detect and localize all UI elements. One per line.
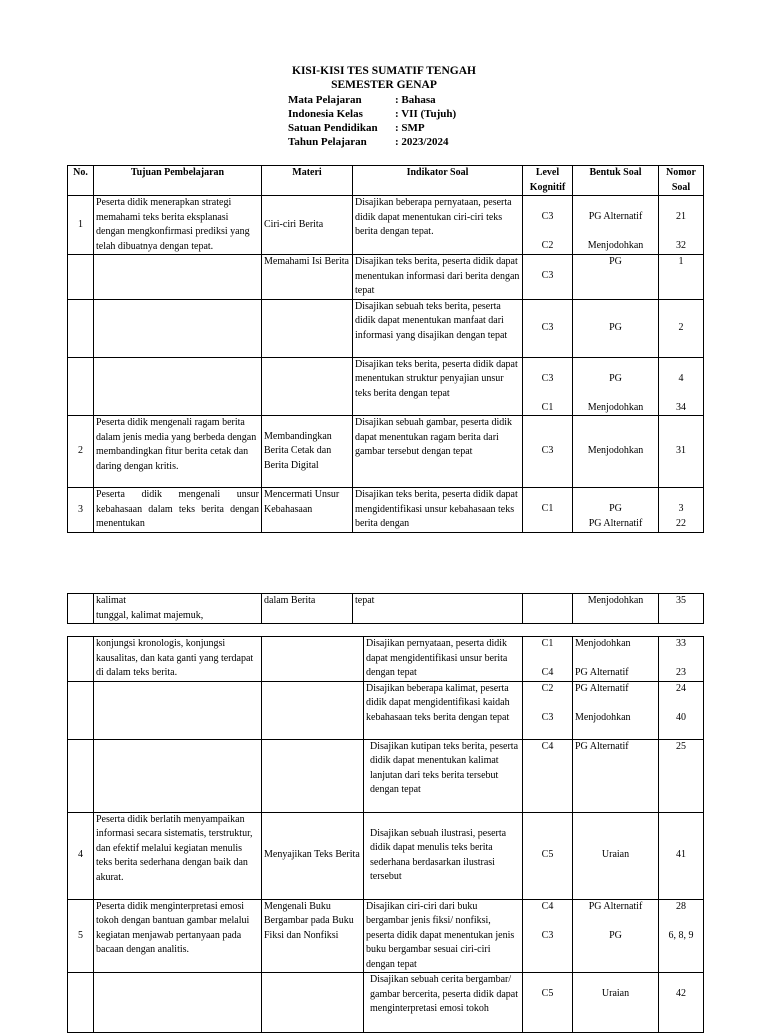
- cell-no: 5: [68, 899, 94, 973]
- cell-level: C5: [523, 812, 573, 899]
- kisi-kisi-table-page2: [67, 636, 704, 1033]
- cell-no: 3: [68, 488, 94, 533]
- header-no: No.: [68, 166, 94, 196]
- bentuk-value: PG Alternatif: [588, 900, 643, 912]
- cell-nomor: [659, 357, 704, 416]
- cell-materi: Mencermati Unsur Kebahasaan: [262, 488, 353, 533]
- cell-tujuan: Peserta didik menginterpretasi emosi tokoh dengan bantuan gambar melalui kegiatan menjawab pertanyaan pada bacaan dengan analitis.: [94, 899, 262, 973]
- document-title: KISI-KISI TES SUMATIF TENGAH: [292, 65, 476, 77]
- bentuk-value: Menjodohkan: [587, 401, 644, 413]
- cell-no: [68, 637, 94, 682]
- cell-nomor: [659, 488, 704, 533]
- cell-level: [523, 681, 573, 739]
- cell-no: [68, 255, 94, 300]
- meta-label: Tahun Pelajaran: [288, 136, 367, 148]
- header-level: [523, 166, 573, 196]
- cell-nomor: [659, 681, 704, 739]
- cell-tujuan: Peserta didik mengenali ragam berita dalam jenis media yang berbeda dengan membandingkan fitur berita cetak dan daring dengan kritis.: [94, 416, 262, 488]
- level-value: C4: [541, 667, 554, 678]
- header-nomor: [659, 166, 704, 196]
- cell-bentuk: PG Alternatif: [573, 739, 659, 812]
- nomor-value: 23: [676, 667, 686, 678]
- kisi-kisi-table-continuation: [67, 593, 704, 624]
- level-value: C3: [541, 929, 554, 941]
- cell-nomor: 41: [659, 812, 704, 899]
- level-value: C4: [541, 900, 554, 912]
- cell-no: [68, 357, 94, 416]
- cell-indikator: Disajikan kutipan teks berita, peserta didik dapat menentukan kalimat lanjutan dari teks berita tersebut dengan tepat: [364, 739, 523, 812]
- cell-level: [523, 196, 573, 255]
- cell-materi: Membandingkan Berita Cetak dan Berita Digital: [262, 416, 353, 488]
- bentuk-value: PG Alternatif: [588, 517, 643, 529]
- cell-level: [523, 488, 573, 533]
- cell-bentuk: Uraian: [573, 812, 659, 899]
- table-header-row: [68, 166, 704, 196]
- level-value: C2: [541, 240, 554, 251]
- cell-bentuk: [573, 899, 659, 973]
- header-level-line1: Level: [535, 167, 560, 178]
- cell-tujuan: [94, 299, 262, 357]
- level-value: C1: [541, 401, 554, 413]
- cell-no: [68, 594, 94, 624]
- nomor-value: 34: [676, 401, 686, 413]
- cell-indikator: Disajikan teks berita, peserta didik dapat menentukan struktur penyajian unsur teks berita dengan tepat: [353, 357, 523, 416]
- cell-no: [68, 739, 94, 812]
- bentuk-value: PG: [609, 372, 622, 384]
- cell-level: [523, 255, 573, 300]
- cell-no: 1: [68, 196, 94, 255]
- nomor-value: 42: [676, 988, 686, 999]
- cell-materi: Menyajikan Teks Berita: [262, 812, 364, 899]
- cell-indikator: Disajikan pernyataan, peserta didik dapat mengidentifikasi unsur berita dengan tepat: [364, 637, 523, 682]
- cell-bentuk: [573, 196, 659, 255]
- cell-level: [523, 899, 573, 973]
- cell-nomor: 25: [659, 739, 704, 812]
- meta-label: Satuan Pendidikan: [288, 122, 378, 134]
- header-materi: Materi: [262, 166, 353, 196]
- level-value: C2: [541, 682, 554, 694]
- cell-tujuan: [94, 739, 262, 812]
- bentuk-value: Menjodohkan: [575, 638, 631, 649]
- nomor-value: 40: [676, 711, 686, 723]
- cell-tujuan: [94, 255, 262, 300]
- cell-nomor: 1: [659, 255, 704, 300]
- cell-level: C3: [523, 299, 573, 357]
- cell-nomor: 31: [659, 416, 704, 488]
- cell-indikator: Disajikan sebuah ilustrasi, peserta didik dapat menulis teks berita sederhana berdasarkan ilustrasi tersebut: [364, 812, 523, 899]
- cell-materi: Mengenali Buku Bergambar pada Buku Fiksi dan Nonfiksi: [262, 899, 364, 973]
- table-row: [68, 299, 704, 357]
- cell-tujuan: Peserta didik menerapkan strategi memahami teks berita eksplanasi dengan mengkonfirmasi prediksi yang telah dibuatnya dengan tepat.: [94, 196, 262, 255]
- cell-nomor: 35: [659, 594, 704, 624]
- level-value: C3: [541, 711, 554, 723]
- meta-label: Indonesia Kelas: [288, 108, 363, 120]
- cell-bentuk: PG: [573, 299, 659, 357]
- cell-no: [68, 681, 94, 739]
- cell-materi: [262, 681, 364, 739]
- level-value: C5: [541, 988, 554, 999]
- level-value: C3: [541, 270, 554, 281]
- cell-bentuk: [573, 357, 659, 416]
- table-row: [68, 357, 704, 416]
- header-tujuan: Tujuan Pembelajaran: [94, 166, 262, 196]
- cell-level: C4: [523, 739, 573, 812]
- cell-level: [523, 357, 573, 416]
- meta-value: : 2023/2024: [395, 136, 449, 148]
- bentuk-value: PG Alternatif: [575, 682, 629, 694]
- nomor-value: 24: [676, 682, 686, 694]
- cell-bentuk: [573, 488, 659, 533]
- cell-level: [523, 637, 573, 682]
- bentuk-value: PG Alternatif: [575, 667, 629, 678]
- cell-indikator: Disajikan sebuah teks berita, peserta didik dapat menentukan manfaat dari informasi yang disajikan dengan tepat: [353, 299, 523, 357]
- level-value: C1: [541, 503, 554, 514]
- cell-indikator: Disajikan teks berita, peserta didik dapat mengidentifikasi unsur kebahasaan teks berita dengan: [353, 488, 523, 533]
- meta-label: Mata Pelajaran: [288, 94, 362, 106]
- level-value: C1: [541, 638, 554, 649]
- cell-indikator: Disajikan beberapa kalimat, peserta didik dapat mengidentifikasi kaidah kebahasaan teks berita dengan tepat: [364, 681, 523, 739]
- table-row: [68, 255, 704, 300]
- bentuk-value: PG: [609, 503, 622, 514]
- level-value: C3: [541, 372, 554, 384]
- cell-indikator: Disajikan sebuah gambar, peserta didik dapat menentukan ragam berita dari gambar tersebut dengan tepat: [353, 416, 523, 488]
- table-row: [68, 196, 704, 255]
- nomor-value: 28: [676, 900, 686, 912]
- cell-tujuan: [94, 357, 262, 416]
- cell-materi: [262, 299, 353, 357]
- cell-no: [68, 299, 94, 357]
- nomor-value: 4: [678, 372, 684, 384]
- kisi-kisi-table-page1: [67, 165, 704, 533]
- nomor-value: 21: [676, 211, 686, 222]
- bentuk-value: Menjodohkan: [575, 711, 631, 723]
- bentuk-value: PG: [609, 929, 622, 941]
- cell-nomor: [659, 196, 704, 255]
- cell-bentuk: Menjodohkan: [573, 594, 659, 624]
- cell-indikator: Disajikan ciri-ciri dari buku bergambar jenis fiksi/ nonfiksi, peserta didik dapat menentukan jenis buku bergambar sesuai ciri-ciri dengan tepat: [364, 899, 523, 973]
- document-subtitle: SEMESTER GENAP: [331, 79, 437, 91]
- cell-no: 2: [68, 416, 94, 488]
- header-level-line2: Kognitif: [529, 181, 566, 193]
- cell-bentuk: [573, 681, 659, 739]
- cell-nomor: [659, 637, 704, 682]
- header-nomor-line2: Soal: [671, 181, 691, 193]
- cell-no: 4: [68, 812, 94, 899]
- tujuan-line: tunggal, kalimat majemuk,: [96, 609, 204, 621]
- cell-nomor: 2: [659, 299, 704, 357]
- table-row: [68, 899, 704, 973]
- cell-tujuan: [94, 681, 262, 739]
- header-nomor-line1: Nomor: [666, 167, 696, 178]
- meta-value: : SMP: [395, 122, 425, 134]
- bentuk-value: PG Alternatif: [588, 211, 643, 222]
- header-bentuk: Bentuk Soal: [573, 166, 659, 196]
- table-row: [68, 739, 704, 812]
- header-indikator: Indikator Soal: [353, 166, 523, 196]
- cell-materi: [262, 739, 364, 812]
- cell-tujuan: [94, 594, 262, 624]
- cell-materi: [262, 357, 353, 416]
- cell-bentuk: PG: [573, 255, 659, 300]
- cell-materi: Ciri-ciri Berita: [262, 196, 353, 255]
- cell-tujuan: Peserta didik berlatih menyampaikan informasi secara sistematis, terstruktur, dan efektif melalui kegiatan menulis teks berita sederhana dengan baik dan akurat.: [94, 812, 262, 899]
- meta-value: : VII (Tujuh): [395, 108, 457, 120]
- cell-indikator: Disajikan sebuah cerita bergambar/ gambar bercerita, peserta didik dapat menginterpretasi emosi tokoh: [364, 973, 523, 1033]
- nomor-value: 3: [678, 503, 684, 514]
- cell-tujuan: konjungsi kronologis, konjungsi kausalitas, dan kata ganti yang terdapat di dalam teks berita.: [94, 637, 262, 682]
- bentuk-value: Menjodohkan: [587, 240, 644, 251]
- tujuan-line: kalimat: [96, 595, 126, 606]
- cell-level: C3: [523, 416, 573, 488]
- cell-materi: Memahami Isi Berita: [262, 255, 353, 300]
- cell-nomor: [659, 899, 704, 973]
- level-value: C3: [541, 211, 554, 222]
- table-row: [68, 488, 704, 533]
- cell-materi: dalam Berita: [262, 594, 353, 624]
- table-row: [68, 416, 704, 488]
- cell-materi: [262, 637, 364, 682]
- cell-indikator: Disajikan teks berita, peserta didik dapat menentukan informasi dari berita dengan tepat: [353, 255, 523, 300]
- nomor-value: 6, 8, 9: [668, 929, 694, 941]
- cell-indikator: Disajikan beberapa pernyataan, peserta didik dapat menentukan ciri-ciri teks berita dengan tepat.: [353, 196, 523, 255]
- cell-indikator: tepat: [353, 594, 523, 624]
- table-row: [68, 594, 704, 624]
- cell-bentuk: [573, 637, 659, 682]
- bentuk-value: Uraian: [601, 988, 630, 999]
- nomor-value: 33: [676, 638, 686, 649]
- cell-tujuan: Peserta didik mengenali unsur kebahasaan dalam teks berita dengan menentukan: [94, 488, 262, 533]
- table-row: [68, 637, 704, 682]
- nomor-value: 32: [676, 240, 686, 251]
- meta-value: : Bahasa: [395, 94, 436, 106]
- cell-level: [523, 594, 573, 624]
- table-row: [68, 681, 704, 739]
- nomor-value: 22: [676, 517, 686, 529]
- cell-bentuk: Menjodohkan: [573, 416, 659, 488]
- table-row: [68, 812, 704, 899]
